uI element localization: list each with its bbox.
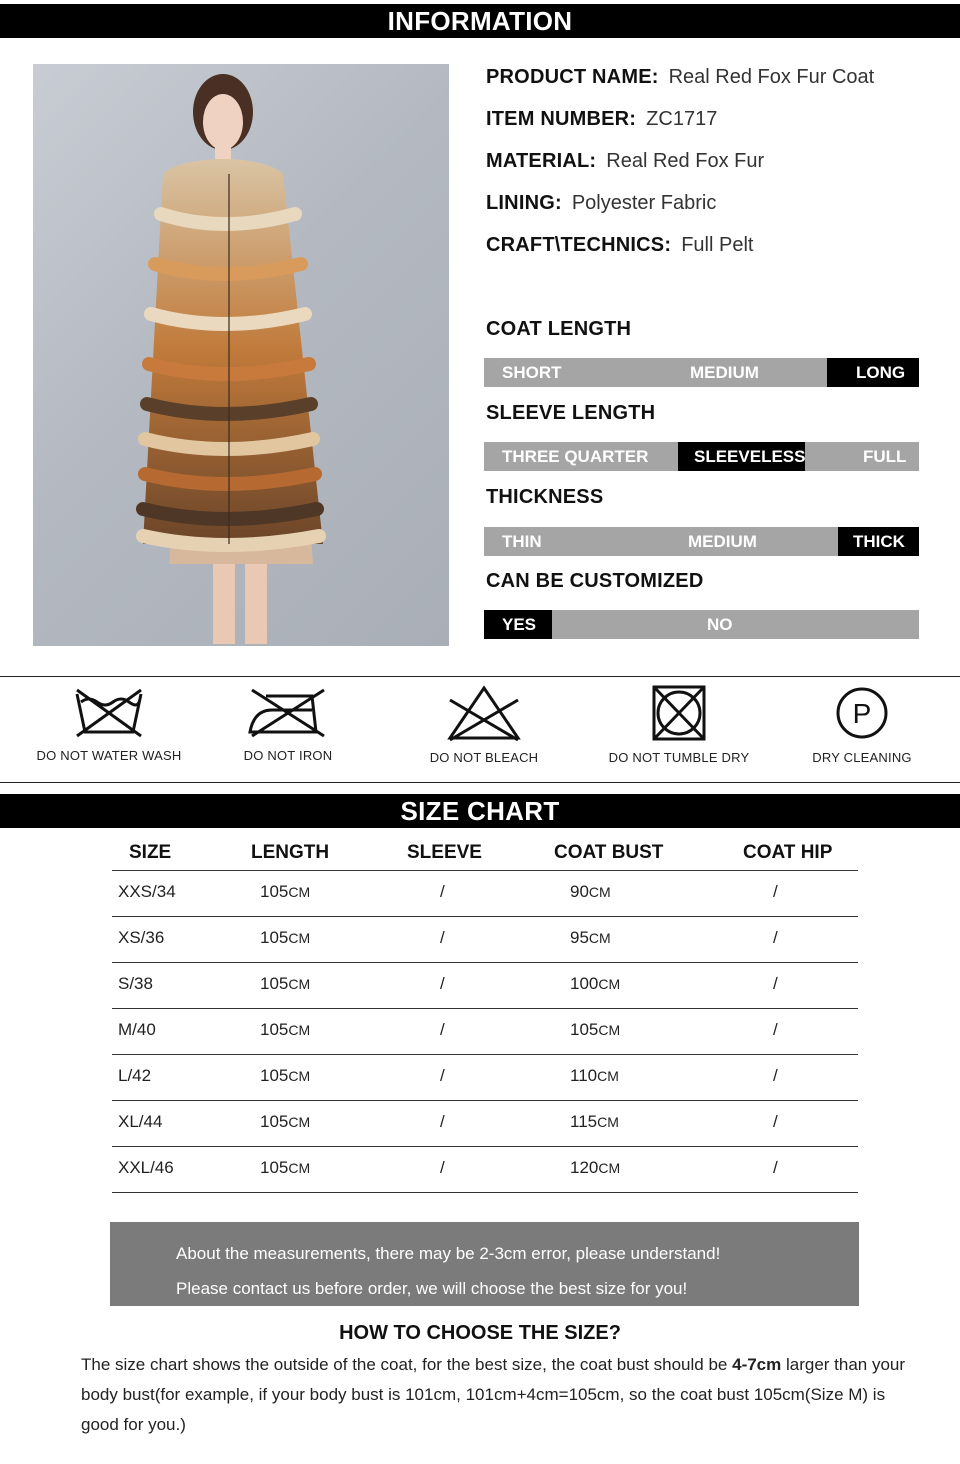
- cell-length: [260, 1020, 310, 1040]
- table-divider: [112, 916, 858, 917]
- cell-unit: CM: [598, 1160, 621, 1176]
- cell-unit: CM: [598, 1022, 621, 1038]
- cell-unit: CM: [288, 1068, 311, 1084]
- cell-value: M/40: [118, 1020, 156, 1039]
- cell-value: /: [440, 928, 445, 947]
- product-photo: [33, 64, 449, 646]
- cell-value: 105: [260, 1158, 289, 1177]
- table-divider: [112, 870, 858, 871]
- care-label: DO NOT IRON: [243, 748, 333, 763]
- cell-size: [118, 1112, 162, 1132]
- cell-unit: CM: [288, 930, 311, 946]
- cell-bust: [570, 1066, 619, 1086]
- cell-value: 105: [260, 928, 289, 947]
- coat-length-title: COAT LENGTH: [486, 318, 632, 340]
- cell-value: XXL/46: [118, 1158, 174, 1177]
- spec-label: LINING:: [486, 192, 562, 214]
- cell-unit: CM: [588, 930, 611, 946]
- spec-value: Real Red Fox Fur: [606, 150, 765, 172]
- care-item-no-tumble-dry: [605, 684, 753, 765]
- cell-sleeve: [440, 928, 445, 948]
- cell-size: [118, 974, 153, 994]
- cell-bust: [570, 1020, 620, 1040]
- cell-length: [260, 1066, 310, 1086]
- cell-value: 95: [570, 928, 589, 947]
- cell-bust: [570, 1112, 619, 1132]
- cell-hip: [773, 974, 778, 994]
- cell-hip: [773, 1020, 778, 1040]
- cell-unit: CM: [288, 1160, 311, 1176]
- dry-clean-icon: [834, 684, 890, 742]
- spec-material: [486, 150, 764, 173]
- care-label: DO NOT TUMBLE DRY: [608, 750, 750, 765]
- thickness-thin: THIN: [502, 532, 542, 551]
- header-coat-hip: COAT HIP: [743, 842, 833, 863]
- cell-value: 105: [260, 1112, 289, 1131]
- cell-unit: CM: [288, 1114, 311, 1130]
- cell-sleeve: [440, 1066, 445, 1086]
- table-divider: [112, 962, 858, 963]
- cell-value: 105: [570, 1020, 599, 1039]
- spec-value: Polyester Fabric: [571, 192, 717, 214]
- notice-line-1: About the measurements, there may be 2-3cm error, please understand!: [176, 1244, 721, 1263]
- cell-value: 90: [570, 882, 589, 901]
- care-label: DO NOT WATER WASH: [36, 748, 182, 763]
- cell-hip: [773, 1066, 778, 1086]
- sleeve-full: FULL: [863, 447, 907, 466]
- cell-unit: CM: [288, 976, 311, 992]
- cell-hip: [773, 1158, 778, 1178]
- cell-length: [260, 1112, 310, 1132]
- cell-hip: [773, 882, 778, 902]
- cell-value: XS/36: [118, 928, 165, 947]
- care-item-no-wash: [36, 684, 182, 763]
- cell-value: /: [773, 1158, 778, 1177]
- cell-value: /: [440, 1112, 445, 1131]
- cell-size: [118, 928, 164, 948]
- spec-lining: [486, 192, 716, 215]
- cell-value: XXS/34: [118, 882, 176, 901]
- cell-value: S/38: [118, 974, 153, 993]
- thickness-thick-selected: THICK: [838, 527, 919, 556]
- cell-value: L/42: [118, 1066, 152, 1085]
- customized-bar: [484, 610, 919, 639]
- cell-sleeve: [440, 1158, 445, 1178]
- header-sleeve: SLEEVE: [407, 842, 482, 863]
- information-banner: INFORMATION: [0, 4, 960, 38]
- cell-value: /: [773, 928, 778, 947]
- care-item-no-bleach: [426, 684, 542, 765]
- cell-value: /: [773, 1066, 778, 1085]
- cell-value: 110: [570, 1066, 598, 1085]
- coat-length-medium: MEDIUM: [690, 363, 759, 382]
- cell-value: 120: [570, 1158, 599, 1177]
- spec-label: PRODUCT NAME:: [486, 66, 659, 88]
- table-divider: [112, 1100, 858, 1101]
- sleeve-length-title: SLEEVE LENGTH: [486, 402, 656, 424]
- customized-yes-selected: YES: [484, 610, 552, 639]
- cell-value: 115: [570, 1112, 598, 1131]
- cell-value: /: [773, 882, 778, 901]
- cell-value: /: [440, 1066, 445, 1085]
- cell-value: /: [773, 1112, 778, 1131]
- cell-bust: [570, 928, 611, 948]
- cell-length: [260, 928, 310, 948]
- spec-label: CRAFT\TECHNICS:: [486, 234, 672, 256]
- cell-value: /: [440, 1158, 445, 1177]
- cell-bust: [570, 974, 620, 994]
- customized-title: CAN BE CUSTOMIZED: [486, 570, 704, 592]
- cell-value: /: [773, 1020, 778, 1039]
- cell-size: [118, 882, 176, 902]
- coat-length-long-selected: LONG: [827, 358, 919, 387]
- cell-length: [260, 974, 310, 994]
- cell-bust: [570, 882, 611, 902]
- spec-item-number: [486, 108, 717, 131]
- svg-text:P: P: [852, 698, 872, 729]
- how-to-choose-title: HOW TO CHOOSE THE SIZE?: [339, 1322, 621, 1344]
- cell-sleeve: [440, 974, 445, 994]
- table-divider: [112, 1008, 858, 1009]
- spec-label: ITEM NUMBER:: [486, 108, 637, 130]
- cell-bust: [570, 1158, 620, 1178]
- table-divider: [112, 1146, 858, 1147]
- cell-size: [118, 1020, 156, 1040]
- cell-unit: CM: [597, 1114, 619, 1130]
- care-bottom-divider: [0, 782, 960, 783]
- no-iron-icon: [246, 684, 330, 740]
- spec-product-name: [486, 66, 874, 89]
- cell-length: [260, 1158, 310, 1178]
- cell-unit: CM: [597, 1068, 619, 1084]
- spec-craft: [486, 234, 753, 257]
- cell-unit: CM: [598, 976, 621, 992]
- thickness-bar: [484, 527, 919, 556]
- sleeve-length-bar: [484, 442, 919, 471]
- how-text-part-2: larger than your body bust(for example, if your body bust is 101cm, 101cm+4cm=105cm, so the coat bust 105cm(Size M) is good for you.): [81, 1355, 906, 1434]
- spec-value: Real Red Fox Fur Coat: [668, 66, 875, 88]
- how-to-choose-text: [81, 1350, 911, 1440]
- table-divider: [112, 1192, 858, 1193]
- no-bleach-icon: [446, 684, 522, 742]
- how-text-emphasis: 4-7cm: [732, 1355, 782, 1374]
- table-divider: [112, 1054, 858, 1055]
- spec-value: Full Pelt: [681, 234, 754, 256]
- header-size: SIZE: [129, 842, 172, 863]
- cell-value: XL/44: [118, 1112, 163, 1131]
- care-top-divider: [0, 676, 960, 677]
- header-length: LENGTH: [251, 842, 330, 863]
- cell-unit: CM: [288, 884, 311, 900]
- cell-value: /: [440, 974, 445, 993]
- cell-length: [260, 882, 310, 902]
- customized-no: NO: [707, 615, 733, 634]
- cell-value: 105: [260, 1066, 289, 1085]
- cell-size: [118, 1066, 151, 1086]
- cell-value: 100: [570, 974, 599, 993]
- coat-length-short: SHORT: [502, 363, 562, 382]
- cell-hip: [773, 928, 778, 948]
- cell-value: 105: [260, 974, 289, 993]
- sleeve-three-quarter: THREE QUARTER: [502, 447, 649, 466]
- how-text-part-1: The size chart shows the outside of the coat, for the best size, the coat bust should be: [81, 1355, 733, 1374]
- care-item-no-iron: [240, 684, 336, 763]
- care-label: DO NOT BLEACH: [429, 750, 539, 765]
- cell-value: 105: [260, 882, 289, 901]
- cell-hip: [773, 1112, 778, 1132]
- cell-sleeve: [440, 1112, 445, 1132]
- cell-value: /: [773, 974, 778, 993]
- spec-label: MATERIAL:: [486, 150, 597, 172]
- cell-unit: CM: [288, 1022, 311, 1038]
- cell-sleeve: [440, 882, 445, 902]
- spec-value: ZC1717: [646, 108, 718, 130]
- no-tumble-dry-icon: [651, 684, 707, 742]
- sleeve-sleeveless-selected: SLEEVELESS: [678, 442, 805, 471]
- thickness-title: THICKNESS: [486, 486, 604, 508]
- thickness-medium: MEDIUM: [688, 532, 757, 551]
- no-wash-icon: [73, 684, 145, 740]
- coat-length-bar: [484, 358, 919, 387]
- cell-sleeve: [440, 1020, 445, 1040]
- measurement-notice: [110, 1222, 859, 1306]
- care-label: DRY CLEANING: [812, 750, 912, 765]
- cell-value: /: [440, 1020, 445, 1039]
- cell-unit: CM: [588, 884, 611, 900]
- care-item-dry-clean: [810, 684, 914, 765]
- cell-value: 105: [260, 1020, 289, 1039]
- cell-value: /: [440, 882, 445, 901]
- header-coat-bust: COAT BUST: [554, 842, 664, 863]
- notice-line-2: Please contact us before order, we will choose the best size for you!: [176, 1279, 688, 1298]
- cell-size: [118, 1158, 174, 1178]
- size-chart-banner: SIZE CHART: [0, 794, 960, 828]
